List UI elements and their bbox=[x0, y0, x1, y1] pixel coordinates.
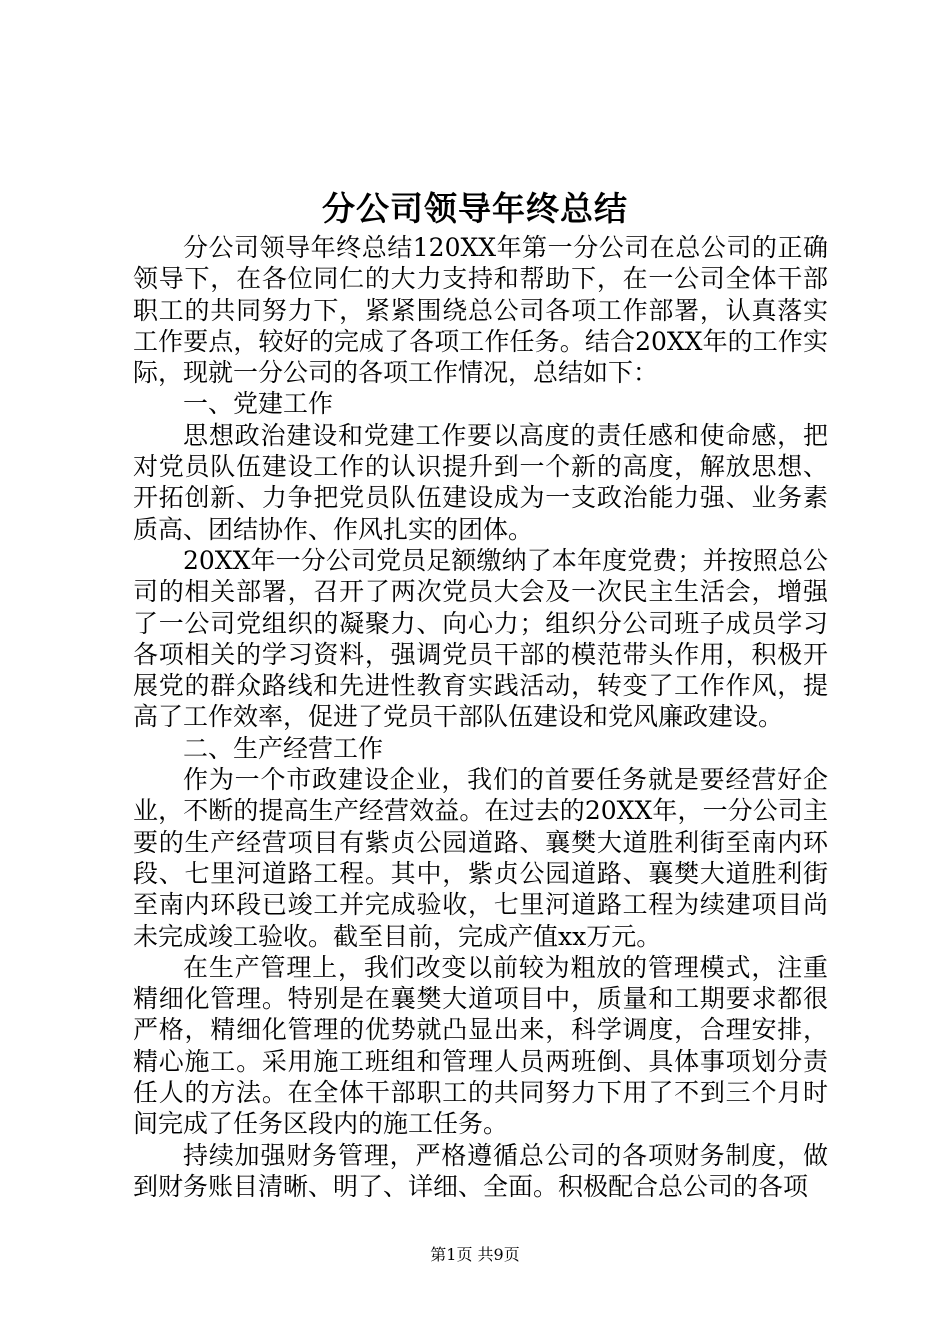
document-title: 分公司领导年终总结 bbox=[322, 189, 628, 228]
paragraph-finance: 持续加强财务管理，严格遵循总公司的各项财务制度，做到财务账目清晰、明了、详细、全面。积极配合总公司的各项 bbox=[133, 1140, 828, 1201]
section-heading-party-building: 一、党建工作 bbox=[183, 389, 334, 419]
paragraph-intro: 分公司领导年终总结120XX年第一分公司在总公司的正确领导下，在各位同仁的大力支持和帮助下，在一公司全体干部职工的共同努力下，紧紧围绕总公司各项工作部署，认真落实工作要点，较好的完成了各项工作任务。结合20XX年的工作实际，现就一分公司的各项工作情况，总结如下： bbox=[133, 233, 828, 388]
document-body bbox=[133, 232, 828, 1202]
paragraph-party-building-1: 思想政治建设和党建工作要以高度的责任感和使命感，把对党员队伍建设工作的认识提升到一个新的高度，解放思想、开拓创新、力争把党员队伍建设成为一支政治能力强、业务素质高、团结协作、作风扎实的团体。 bbox=[133, 420, 828, 544]
section-heading-production: 二、生产经营工作 bbox=[183, 733, 384, 763]
paragraph-production-2: 在生产管理上，我们改变以前较为粗放的管理模式，注重精细化管理。特别是在襄樊大道项目中，质量和工期要求都很严格，精细化管理的优势就凸显出来，科学调度，合理安排，精心施工。采用施工班组和管理人员两班倒、具体事项划分责任人的方法。在全体干部职工的共同努力下用了不到三个月时间完成了任务区段内的施工任务。 bbox=[133, 952, 828, 1139]
page-footer: 第1页 共9页 bbox=[430, 1245, 520, 1264]
paragraph-production-1: 作为一个市政建设企业，我们的首要任务就是要经营好企业，不断的提高生产经营效益。在过去的20XX年，一分公司主要的生产经营项目有紫贞公园道路、襄樊大道胜利街至南内环段、七里河道路工程。其中，紫贞公园道路、襄樊大道胜利街至南内环段已竣工并完成验收，七里河道路工程为续建项目尚未完成竣工验收。截至目前，完成产值xx万元。 bbox=[133, 765, 828, 951]
paragraph-party-building-2: 20XX年一分公司党员足额缴纳了本年度党费；并按照总公司的相关部署，召开了两次党员大会及一次民主生活会，增强了一公司党组织的凝聚力、向心力；组织分公司班子成员学习各项相关的学习资料，强调党员干部的模范带头作用，积极开展党的群众路线和先进性教育实践活动，转变了工作作风，提高了工作效率，促进了党员干部队伍建设和党风廉政建设。 bbox=[133, 545, 828, 732]
